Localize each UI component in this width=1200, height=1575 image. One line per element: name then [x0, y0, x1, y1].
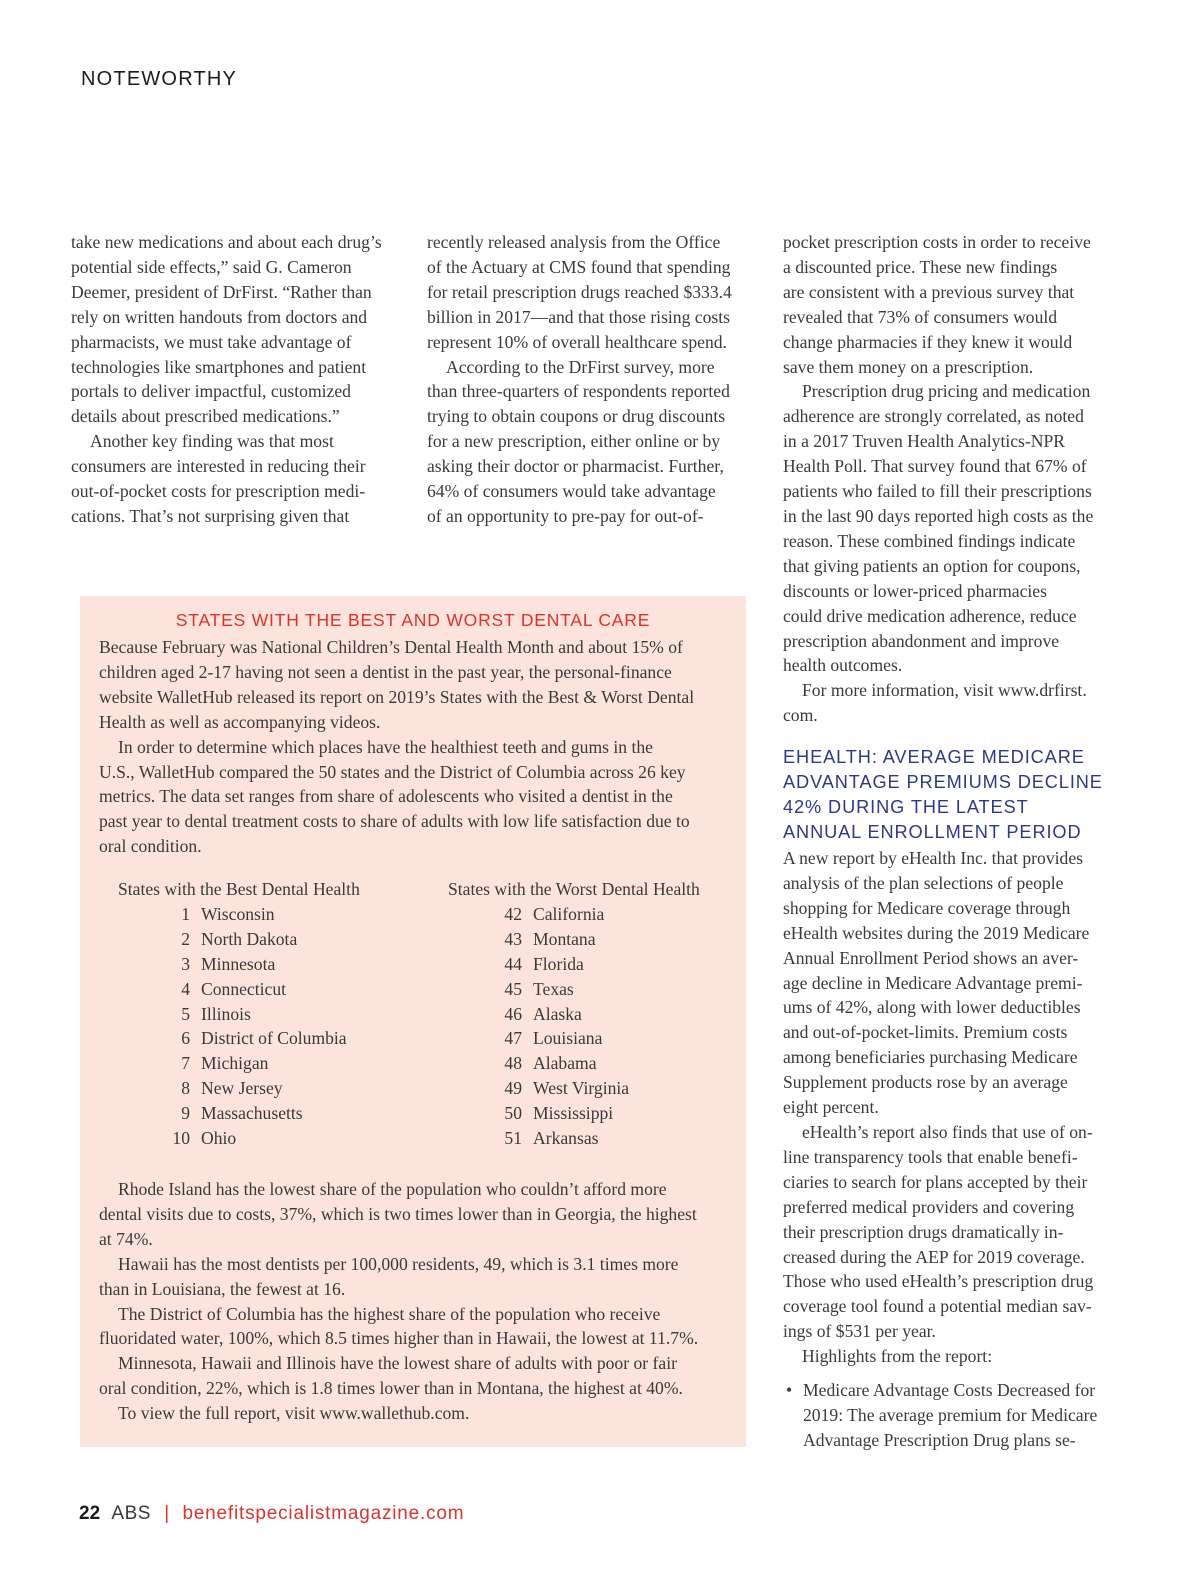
text-line: out-of-pocket costs for prescription medi- — [71, 481, 366, 502]
worst-states-heading: States with the Worst Dental Health — [448, 879, 700, 899]
text-line: take new medications and about each drug’s — [71, 232, 382, 252]
text-line: for retail prescription drugs reached $333.4 — [427, 281, 732, 302]
text-line: technologies like smartphones and patient — [71, 356, 367, 377]
text-line: a discounted price. These new findings — [783, 256, 1058, 277]
text-line: in a 2017 Truven Health Analytics-NPR — [783, 431, 1065, 452]
ranking-row — [492, 1076, 712, 1101]
ranking-row — [160, 1101, 420, 1126]
state-name: Louisiana — [533, 1028, 603, 1049]
text-line: pocket prescription costs in order to receive — [783, 232, 1091, 252]
text-line: dental visits due to costs, 37%, which is two times lower than in Georgia, the highest — [99, 1203, 697, 1224]
text-line: metrics. The data set ranges from share of adolescents who visited a dentist in the — [99, 786, 673, 807]
text-line: Because February was National Children’s Dental Health Month and about 15% of — [99, 637, 683, 657]
text-line: Advantage Prescription Drug plans se- — [803, 1429, 1076, 1450]
ranking-row — [160, 1051, 420, 1076]
text-line: save them money on a prescription. — [783, 356, 1034, 377]
text-line: oral condition. — [99, 836, 202, 857]
rank-number: 47 — [504, 1028, 522, 1049]
text-line: line transparency tools that enable benefi- — [783, 1146, 1078, 1167]
rank-number: 51 — [504, 1128, 522, 1149]
text-line: trying to obtain coupons or drug discounts — [427, 406, 726, 427]
text-line: portals to deliver impactful, customized — [71, 381, 351, 402]
ranking-row — [492, 1002, 712, 1027]
rank-number: 2 — [181, 928, 190, 949]
rank-number: 3 — [181, 953, 190, 974]
text-line: rely on written handouts from doctors and — [71, 306, 368, 327]
ranking-row — [492, 927, 712, 952]
ranking-row — [160, 1002, 420, 1027]
state-name: New Jersey — [201, 1078, 283, 1099]
ehealth-article-body — [783, 846, 1123, 1369]
text-line: ANNUAL ENROLLMENT PERIOD — [783, 822, 1082, 842]
state-name: Alaska — [533, 1003, 582, 1024]
page-number: 22 — [79, 1503, 101, 1524]
text-line: that giving patients an option for coupons, — [783, 555, 1081, 576]
text-line: revealed that 73% of consumers would — [783, 306, 1058, 327]
text-line: represent 10% of overall healthcare spend. — [427, 331, 727, 352]
text-line: Minnesota, Hawaii and Illinois have the lowest share of adults with poor or fair — [118, 1353, 677, 1374]
text-line: oral condition, 22%, which is 1.8 times lower than in Montana, the highest at 40%. — [99, 1378, 683, 1399]
text-line: patients who failed to fill their prescriptions — [783, 481, 1092, 502]
rank-number: 10 — [172, 1128, 190, 1149]
text-line: adherence are strongly correlated, as noted — [783, 406, 1084, 427]
text-line: reason. These combined findings indicate — [783, 530, 1076, 551]
rank-number: 7 — [181, 1053, 190, 1074]
text-line: age decline in Medicare Advantage premi- — [783, 972, 1083, 993]
rank-number: 42 — [504, 904, 522, 924]
text-line: discounts or lower-priced pharmacies — [783, 580, 1047, 601]
text-line: in the last 90 days reported high costs as the — [783, 505, 1094, 526]
page-footer — [79, 1503, 464, 1525]
text-line: change pharmacies if they knew it would — [783, 331, 1073, 352]
rank-number: 5 — [181, 1003, 190, 1024]
article-column-2 — [427, 230, 762, 529]
text-line: coverage tool found a potential median sav- — [783, 1296, 1092, 1317]
text-line: 42% DURING THE LATEST — [783, 797, 1029, 817]
rank-number: 50 — [504, 1103, 522, 1124]
sidebar-title: STATES WITH THE BEST AND WORST DENTAL CARE — [175, 610, 651, 630]
text-line: U.S., WalletHub compared the 50 states and the District of Columbia across 26 key — [99, 761, 686, 782]
state-name: Florida — [533, 953, 584, 974]
ranking-row — [160, 927, 420, 952]
text-line: of an opportunity to pre-pay for out-of- — [427, 505, 704, 526]
text-line: Rhode Island has the lowest share of the population who couldn’t afford more — [118, 1179, 667, 1199]
rank-number: 44 — [504, 953, 522, 974]
text-line: pharmacists, we must take advantage of — [71, 331, 352, 352]
ranking-row — [160, 1026, 420, 1051]
ranking-row — [492, 952, 712, 977]
text-line: Hawaii has the most dentists per 100,000 residents, 49, which is 3.1 times more — [118, 1253, 679, 1274]
text-line: Medicare Advantage Costs Decreased for — [803, 1380, 1096, 1400]
text-line: EHEALTH: AVERAGE MEDICARE — [783, 747, 1085, 767]
article-column-1 — [71, 230, 406, 529]
text-line: at 74%. — [99, 1228, 153, 1249]
text-line: Supplement products rose by an average — [783, 1072, 1068, 1093]
section-label: NOTEWORTHY — [81, 68, 238, 90]
text-line: children aged 2-17 having not seen a dentist in the past year, the personal-finance — [99, 661, 672, 682]
rank-number: 4 — [181, 978, 190, 999]
text-line: In order to determine which places have the healthiest teeth and gums in the — [118, 736, 653, 757]
text-line: 64% of consumers would take advantage — [427, 481, 716, 502]
rank-number: 46 — [504, 1003, 522, 1024]
state-name: Alabama — [533, 1053, 597, 1074]
footer-separator: | — [164, 1503, 170, 1524]
text-line: According to the DrFirst survey, more — [446, 356, 715, 377]
state-name: North Dakota — [201, 928, 298, 949]
text-line: com. — [783, 705, 818, 726]
text-line: ciaries to search for plans accepted by their — [783, 1171, 1088, 1192]
ranking-row — [492, 1126, 712, 1151]
bullet-marker: • — [786, 1380, 793, 1400]
best-states-heading: States with the Best Dental Health — [118, 879, 360, 899]
text-line: among beneficiaries purchasing Medicare — [783, 1047, 1078, 1068]
sidebar-findings — [99, 1177, 739, 1426]
text-line: and out-of-pocket-limits. Premium costs — [783, 1022, 1068, 1043]
text-line: potential side effects,” said G. Cameron — [71, 256, 352, 277]
text-line: Those who used eHealth’s prescription drug — [783, 1271, 1094, 1292]
state-name: Wisconsin — [201, 904, 275, 924]
bullet-text — [803, 1378, 1097, 1453]
worst-states-list — [492, 902, 712, 1151]
text-line: preferred medical providers and covering — [783, 1196, 1075, 1217]
text-line: For more information, visit www.drfirst. — [802, 680, 1087, 701]
publication-url[interactable]: benefitspecialistmagazine.com — [182, 1503, 465, 1524]
ranking-row — [492, 1051, 712, 1076]
text-line: than in Louisiana, the fewest at 16. — [99, 1278, 346, 1299]
text-line: billion in 2017—and that those rising costs — [427, 306, 730, 327]
text-line: creased during the AEP for 2019 coverage. — [783, 1246, 1085, 1267]
ranking-row — [160, 1076, 420, 1101]
text-line: are consistent with a previous survey that — [783, 281, 1075, 302]
text-line: their prescription drugs dramatically in- — [783, 1221, 1064, 1242]
ranking-row — [492, 1026, 712, 1051]
text-line: fluoridated water, 100%, which 8.5 times higher than in Hawaii, the lowest at 11.7%. — [99, 1328, 699, 1349]
state-name: Mississippi — [533, 1103, 614, 1124]
text-line: cations. That’s not surprising given that — [71, 505, 350, 526]
text-line: eHealth’s report also finds that use of on- — [802, 1121, 1093, 1142]
text-line: ings of $531 per year. — [783, 1321, 936, 1342]
best-states-list — [160, 902, 420, 1151]
rank-number: 49 — [504, 1078, 522, 1099]
text-line: Annual Enrollment Period shows an aver- — [783, 947, 1079, 968]
text-line: eight percent. — [783, 1097, 879, 1118]
rank-number: 6 — [181, 1028, 190, 1049]
state-name: California — [533, 904, 605, 924]
text-line: 2019: The average premium for Medicare — [803, 1404, 1098, 1425]
rank-number: 48 — [504, 1053, 522, 1074]
text-line: health outcomes. — [783, 655, 903, 676]
sidebar-intro — [99, 635, 739, 859]
rank-number: 8 — [181, 1078, 190, 1099]
text-line: The District of Columbia has the highest share of the population who receive — [118, 1303, 661, 1324]
text-line: recently released analysis from the Office — [427, 232, 721, 252]
text-line: website WalletHub released its report on 2019’s States with the Best & Worst Dental — [99, 686, 695, 707]
dental-care-sidebar — [80, 596, 746, 1447]
text-line: past year to dental treatment costs to share of adults with low life satisfaction due to — [99, 811, 690, 832]
text-line: A new report by eHealth Inc. that provides — [783, 848, 1083, 868]
publication-name: ABS — [111, 1503, 151, 1524]
ranking-row — [160, 1126, 420, 1151]
text-line: Another key finding was that most — [90, 431, 334, 452]
text-line: eHealth websites during the 2019 Medicare — [783, 922, 1090, 943]
text-line: details about prescribed medications.” — [71, 406, 340, 427]
text-line: shopping for Medicare coverage through — [783, 897, 1071, 918]
state-name: Minnesota — [201, 953, 276, 974]
text-line: consumers are interested in reducing their — [71, 456, 366, 477]
state-name: Montana — [533, 928, 596, 949]
state-name: Connecticut — [201, 978, 287, 999]
rank-number: 45 — [504, 978, 522, 999]
text-line: asking their doctor or pharmacist. Further, — [427, 456, 724, 477]
text-line: ADVANTAGE PREMIUMS DECLINE — [783, 772, 1103, 792]
state-name: District of Columbia — [201, 1028, 347, 1049]
text-line: for a new prescription, either online or by — [427, 431, 721, 452]
state-name: Illinois — [201, 1003, 251, 1024]
state-name: Ohio — [201, 1128, 237, 1149]
text-line: Health as well as accompanying videos. — [99, 711, 381, 732]
text-line: Deemer, president of DrFirst. “Rather than — [71, 281, 372, 302]
text-line: Prescription drug pricing and medication — [802, 381, 1091, 402]
ranking-row — [160, 902, 420, 927]
text-line: could drive medication adherence, reduce — [783, 605, 1077, 626]
rank-number: 43 — [504, 928, 522, 949]
rank-number: 1 — [181, 904, 190, 924]
ranking-row — [160, 952, 420, 977]
article-column-3 — [783, 230, 1123, 728]
text-line: than three-quarters of respondents reported — [427, 381, 730, 402]
state-name: Arkansas — [533, 1128, 599, 1149]
text-line: Highlights from the report: — [802, 1346, 993, 1367]
text-line: ums of 42%, along with lower deductibles — [783, 997, 1081, 1018]
state-name: Massachusetts — [201, 1103, 303, 1124]
ranking-row — [492, 977, 712, 1002]
text-line: analysis of the plan selections of people — [783, 872, 1064, 893]
ehealth-headline — [783, 745, 1123, 845]
text-line: prescription abandonment and improve — [783, 630, 1060, 651]
ranking-row — [492, 902, 712, 927]
text-line: Health Poll. That survey found that 67% of — [783, 456, 1087, 477]
state-name: Texas — [533, 978, 574, 999]
ranking-row — [492, 1101, 712, 1126]
text-line: of the Actuary at CMS found that spending — [427, 256, 731, 277]
text-line: To view the full report, visit www.wallethub.com. — [118, 1403, 470, 1424]
ranking-row — [160, 977, 420, 1002]
rank-number: 9 — [181, 1103, 190, 1124]
state-name: West Virginia — [533, 1078, 630, 1099]
state-name: Michigan — [201, 1053, 269, 1074]
